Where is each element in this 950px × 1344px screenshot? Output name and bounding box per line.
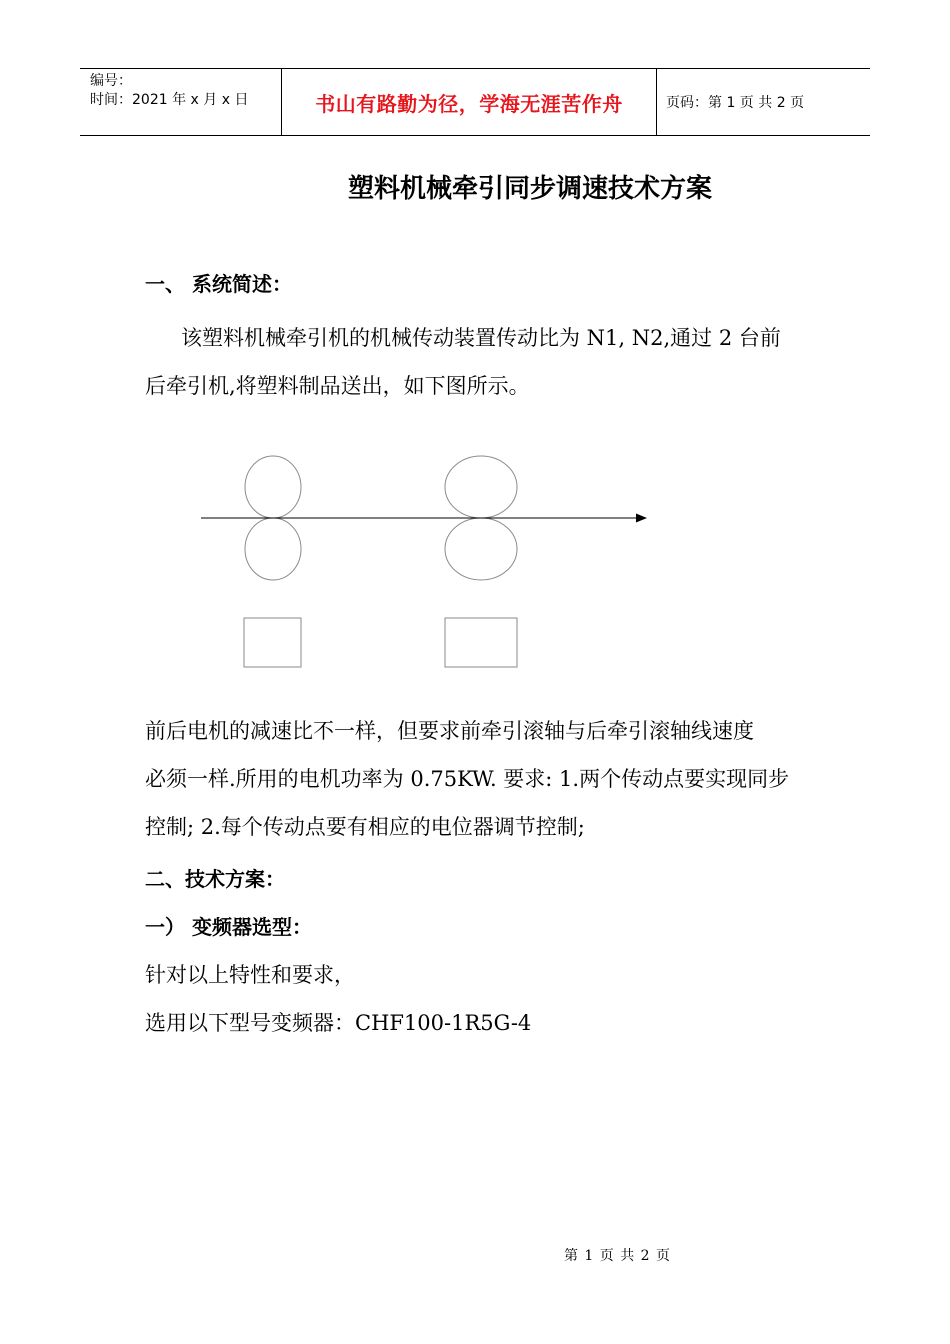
subsection-heading: 一） 变频器选型：	[145, 915, 312, 939]
front-upper-roller	[245, 456, 301, 518]
paragraph-line: 该塑料机械牵引机的机械传动装置传动比为 N1, N2,通过 2 台前	[181, 326, 781, 350]
front-lower-roller	[245, 518, 301, 580]
section-1	[145, 260, 815, 410]
section-2-heading: 二、技术方案：	[145, 867, 285, 891]
header-page-info: 页码：第 1 页 共 2 页	[666, 95, 805, 111]
paragraph-line: 必须一样.所用的电机功率为 0.75KW. 要求: 1.两个传动点要实现同步	[145, 767, 790, 791]
number-label: 编号：	[90, 73, 132, 89]
document-title: 塑料机械牵引同步调速技术方案	[347, 174, 712, 204]
header-motto: 书山有路勤为径，学海无涯苦作舟	[281, 69, 657, 135]
rear-motor-box	[445, 618, 517, 667]
paragraph-line: 前后电机的减速比不一样，但要求前牵引滚轴与后牵引滚轴线速度	[145, 719, 754, 743]
header-left-cell	[80, 69, 281, 135]
rear-upper-roller	[445, 456, 517, 518]
front-motor-box	[244, 618, 301, 667]
page-footer: 第 1 页 共 2 页	[563, 1248, 672, 1264]
paragraph-line: 控制; 2.每个传动点要有相应的电位器调节控制;	[145, 815, 585, 839]
section-1-continued	[145, 707, 815, 1047]
paragraph-line: 选用以下型号变频器：CHF100-1R5G-4	[145, 1011, 532, 1035]
section-1-paragraph	[145, 314, 815, 410]
section-1-heading: 一、 系统简述：	[145, 272, 292, 296]
flow-arrow-icon	[636, 514, 647, 523]
paragraph-line: 针对以上特性和要求，	[145, 963, 355, 987]
time-label: 时间：2021 年 x 月 x 日	[90, 92, 249, 108]
traction-diagram	[195, 452, 665, 672]
rear-lower-roller	[445, 518, 517, 580]
page-header	[80, 68, 870, 136]
paragraph-line: 后牵引机,将塑料制品送出，如下图所示。	[145, 374, 530, 398]
